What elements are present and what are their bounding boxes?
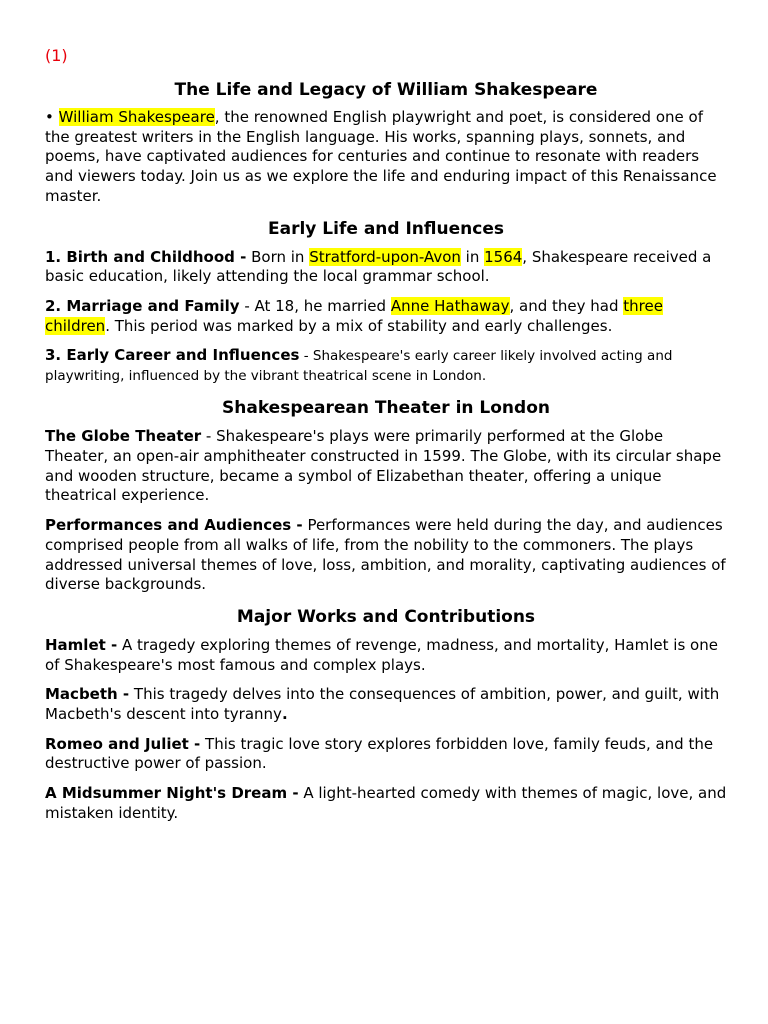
birth-text-1: Born in bbox=[246, 247, 310, 266]
paragraph-performances bbox=[45, 516, 727, 595]
highlight-birthplace: Stratford-upon-Avon bbox=[309, 247, 461, 266]
globe-text: - Shakespeare's plays were primarily performed at the Globe Theater, an open-air amphitheater constructed in 1599. The Globe, with its circular shape and wooden structure, became a symbol of Elizabethan theater, offering a unique theatrical experience. bbox=[45, 427, 722, 505]
paragraph-romeo bbox=[45, 735, 727, 774]
highlight-birth-year: 1564 bbox=[484, 247, 523, 266]
birth-text-3: , Shakespeare received a basic education, likely attending the local grammar school. bbox=[45, 247, 712, 286]
bullet-glyph: • bbox=[45, 108, 59, 126]
intro-paragraph bbox=[45, 108, 727, 207]
marriage-text-2: , and they had bbox=[509, 296, 624, 315]
paragraph-midsummer bbox=[45, 784, 727, 823]
career-label: 3. Early Career and Influences bbox=[45, 346, 300, 365]
midsummer-text: A light-hearted comedy with themes of magic, love, and mistaken identity. bbox=[45, 784, 727, 822]
section-heading-theater: Shakespearean Theater in London bbox=[222, 398, 550, 419]
performances-text: Performances were held during the day, and audiences comprised people from all walks of life, from the nobility to the commoners. The plays addressed universal themes of love, loss, ambition, and morality, captivating audiences of diverse backgrounds. bbox=[45, 516, 726, 594]
section-heading-early-life: Early Life and Influences bbox=[268, 218, 504, 239]
paragraph-macbeth bbox=[45, 685, 727, 724]
marriage-label: 2. Marriage and Family bbox=[45, 296, 240, 315]
document-title: The Life and Legacy of William Shakespeare bbox=[174, 80, 598, 100]
midsummer-label: A Midsummer Night's Dream - bbox=[45, 784, 299, 803]
marriage-text-3: . This period was marked by a mix of stability and early challenges. bbox=[105, 316, 613, 335]
highlight-name: William Shakespeare bbox=[58, 108, 215, 126]
macbeth-end: . bbox=[281, 705, 288, 724]
section-heading-works: Major Works and Contributions bbox=[236, 606, 536, 627]
romeo-text: This tragic love story explores forbidden love, family feuds, and the destructive power of passion. bbox=[45, 734, 714, 773]
hamlet-text: A tragedy exploring themes of revenge, madness, and mortality, Hamlet is one of Shakespeare's most famous and complex plays. bbox=[45, 635, 718, 674]
paragraph-birth bbox=[45, 248, 727, 287]
highlight-spouse: Anne Hathaway bbox=[390, 296, 510, 315]
performances-label: Performances and Audiences - bbox=[45, 516, 303, 535]
page-number: (1) bbox=[45, 46, 68, 65]
highlight-children: three children bbox=[45, 296, 663, 335]
birth-label: 1. Birth and Childhood - bbox=[45, 247, 247, 266]
paragraph-career bbox=[45, 346, 727, 386]
globe-label: The Globe Theater bbox=[45, 427, 202, 446]
intro-text: , the renowned English playwright and poet, is considered one of the greatest writers in the English language. His works, spanning plays, sonnets, and poems, have captivated audiences for centuries and continue to resonate with readers and viewers today. Join us as we explore the life and enduring impact of this Renaissance master. bbox=[45, 108, 717, 205]
paragraph-globe bbox=[45, 427, 727, 506]
birth-text-2: in bbox=[460, 247, 485, 266]
career-text: - Shakespeare's early career likely involved acting and playwriting, influenced by the vibrant theatrical scene in London. bbox=[45, 348, 673, 384]
paragraph-marriage bbox=[45, 297, 727, 336]
document-page bbox=[45, 44, 727, 834]
macbeth-text: This tragedy delves into the consequences of ambition, power, and guilt, with Macbeth's descent into tyranny bbox=[45, 685, 720, 724]
macbeth-label: Macbeth - bbox=[45, 685, 130, 704]
romeo-label: Romeo and Juliet - bbox=[45, 734, 201, 753]
marriage-text-1: - At 18, he married bbox=[239, 296, 391, 315]
paragraph-hamlet bbox=[45, 636, 727, 675]
hamlet-label: Hamlet - bbox=[45, 635, 118, 654]
